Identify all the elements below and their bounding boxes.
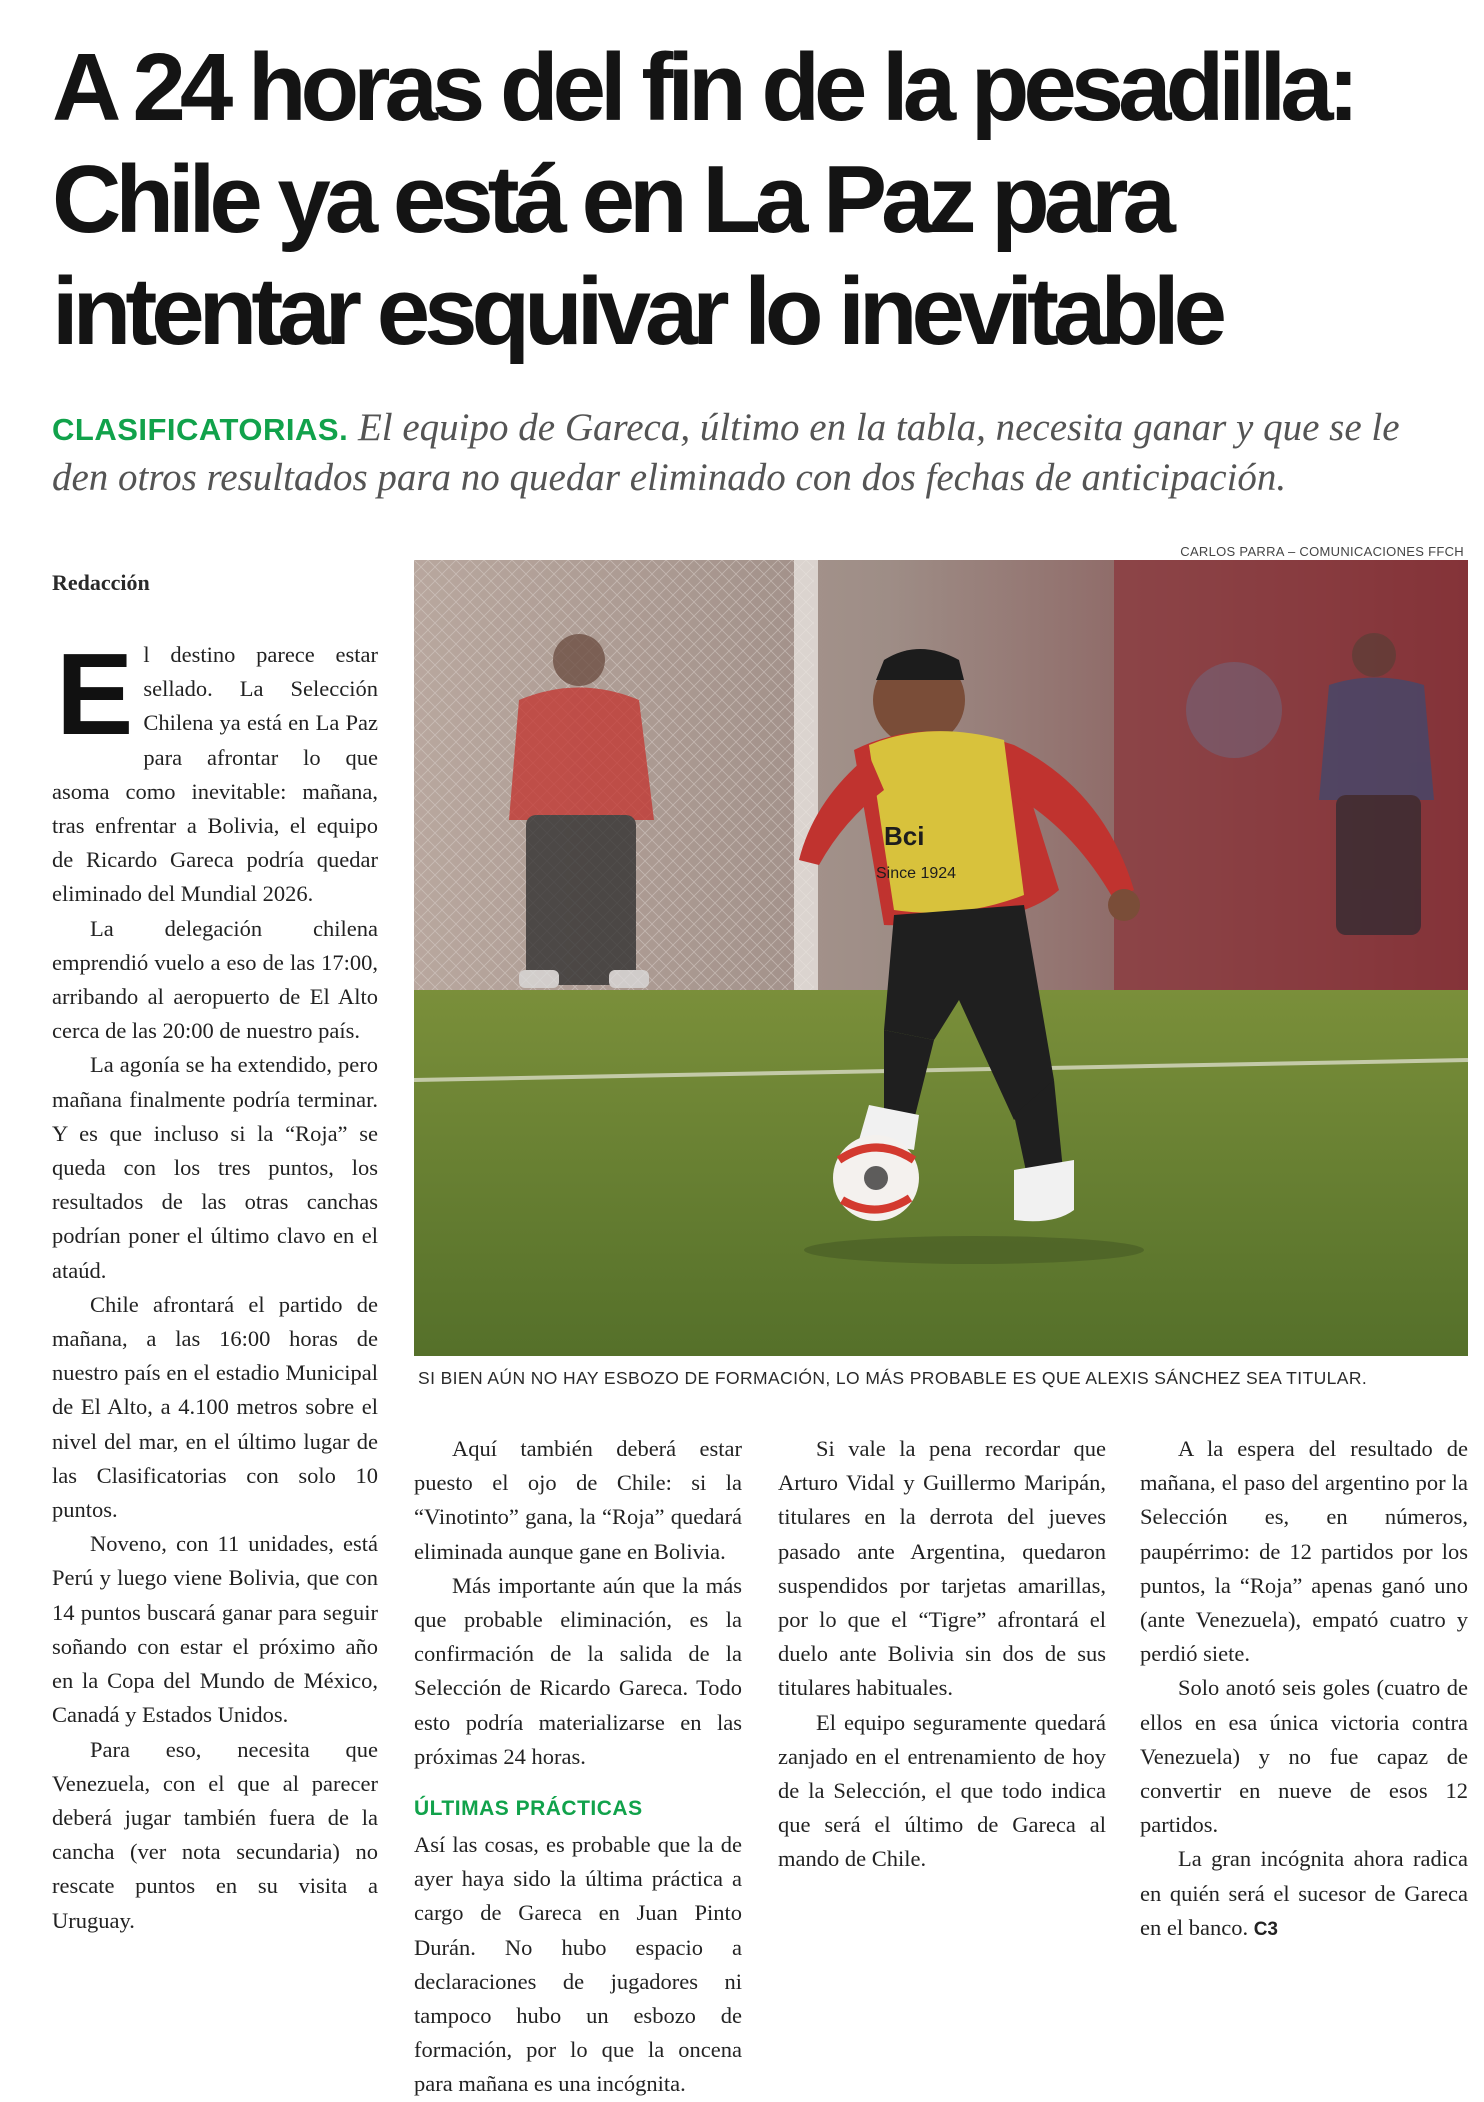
body-paragraph-10: Si vale la pena recordar que Arturo Vidal y Guillermo Maripán, titulares en la derrota del jueves pasado ante Argentina, quedaron suspendidos por tarjetas amarillas, por lo que el “Tigre” afrontará el duelo ante Bolivia sin dos de sus titulares habituales. <box>778 1436 1106 1701</box>
headline <box>52 32 1452 368</box>
body-paragraph-8: Más importante aún que la más que probable eliminación, es la confirmación de la salida de la Selección de Ricardo Gareca. Todo esto podría materializarse en las próximas 24 horas. <box>414 1572 742 1769</box>
section-subhead: ÚLTIMAS PRÁCTICAS <box>414 1797 643 1821</box>
body-paragraph-13: Solo anotó seis goles (cuatro de ellos en esa única victoria contra Venezuela) y no fue capaz de convertir en nueve de esos 12 partidos. <box>1140 1675 1468 1838</box>
deck-kicker: CLASIFICATORIAS. <box>52 412 349 447</box>
body-paragraph-4: Chile afrontará el partido de mañana, a las 16:00 horas de nuestro país en el estadio Municipal de El Alto, a 4.100 metros sobre el nivel del mar, en el último lugar de las Clasificatorias con solo 10 puntos. <box>52 1291 378 1523</box>
body-column-4 <box>1140 1432 1468 1947</box>
headline-line-3: intentar esquivar lo inevitable <box>52 258 1222 365</box>
article-photo <box>414 560 1468 1356</box>
deck <box>52 404 1452 502</box>
body-paragraph-12: A la espera del resultado de mañana, el paso del argentino por la Selección es, en números, paupérrimo: de 12 partidos por los puntos, la “Roja” apenas ganó uno (ante Venezuela), empató cuatro y perdió siete. <box>1140 1436 1468 1667</box>
headline-line-2: Chile ya está en La Paz para <box>52 146 1170 253</box>
body-paragraph-5: Noveno, con 11 unidades, está Perú y luego viene Bolivia, que con 14 puntos buscará ganar para seguir soñando con estar el próximo año en la Copa del Mundo de México, Canadá y Estados Unidos. <box>52 1531 378 1728</box>
photo-caption: SI BIEN AÚN NO HAY ESBOZO DE FORMACIÓN, LO MÁS PROBABLE ES QUE ALEXIS SÁNCHEZ SEA TITULAR. <box>418 1368 1368 1388</box>
body-column-2 <box>414 1432 742 2102</box>
body-paragraph-6: Para eso, necesita que Venezuela, con el que al parecer deberá jugar también fuera de la cancha (ver nota secundaria) no rescate puntos en su visita a Uruguay. <box>52 1736 378 1933</box>
body-paragraph-1: El destino parece estar sellado. La Selección Chilena ya está en La Paz para afrontar lo que asoma como inevitable: mañana, tras enfrentar a Bolivia, el equipo de Ricardo Gareca podría quedar eliminado del Mundial 2026. <box>52 629 378 907</box>
drop-cap: E <box>56 629 134 759</box>
deck-text: El equipo de Gareca, último en la tabla, necesita ganar y que se le den otros resultados para no quedar eliminado con dos fechas de anticipación. <box>52 406 1400 499</box>
sponsor-since-text: Since 1924 <box>876 865 957 882</box>
byline: Redacción <box>52 570 150 595</box>
body-paragraph-3: La agonía se ha extendido, pero mañana finalmente podría terminar. Y es que incluso si la “Roja” se queda con los tres puntos, los resultados de las otras canchas podrían poner el último clavo en el ataúd. <box>52 1052 378 1283</box>
body-paragraph-11: El equipo seguramente quedará zanjado en el entrenamiento de hoy de la Selección, el que todo indica que será el último de Gareca al mando de Chile. <box>778 1709 1106 1872</box>
headline-line-1: A 24 horas del fin de la pesadilla: <box>52 34 1354 141</box>
body-paragraph-2: La delegación chilena emprendió vuelo a eso de las 17:00, arribando al aeropuerto de El Alto cerca de las 20:00 de nuestro país. <box>52 915 378 1044</box>
body-column-1 <box>52 629 378 1938</box>
body-paragraph-9: Así las cosas, es probable que la de ayer haya sido la última práctica a cargo de Gareca en Juan Pinto Durán. No hubo espacio a declaraciones de jugadores ni tampoco hubo un esbozo de formación, por lo que la oncena para mañana es una incógnita. <box>414 1832 742 2097</box>
body-column-3 <box>778 1432 1106 1877</box>
sponsor-text: Bci <box>884 821 925 851</box>
body-paragraph-7: Aquí también deberá estar puesto el ojo de Chile: si la “Vinotinto” gana, la “Roja” quedará eliminada aunque gane en Bolivia. <box>414 1436 742 1564</box>
photo-credit: CARLOS PARRA – COMUNICACIONES FFCH <box>1180 544 1464 559</box>
soccer-ball <box>833 1135 919 1221</box>
end-mark: C3 <box>1253 1918 1278 1940</box>
body-paragraph-14: La gran incógnita ahora radica en quién será el sucesor de Gareca en el banco. C3 <box>1140 1846 1468 1940</box>
